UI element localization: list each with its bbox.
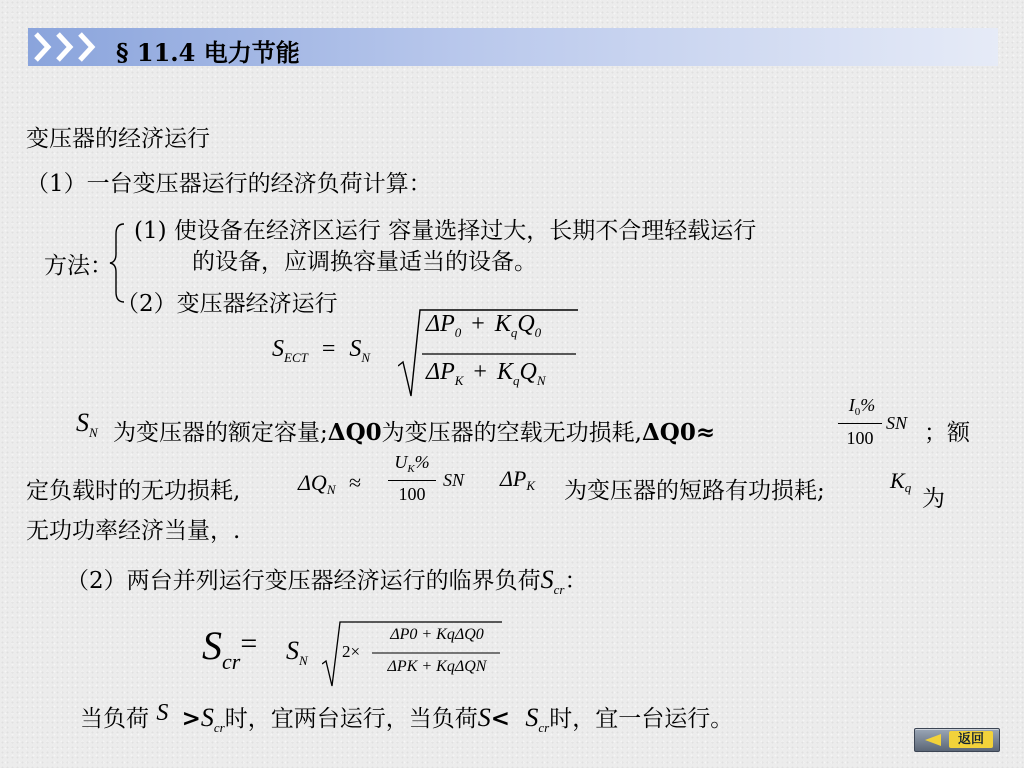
- paragraph-line-1-end: ；额: [924, 420, 970, 446]
- page-title: § 11.4 电力节能: [116, 38, 300, 67]
- sn-symbol: $S_N$: [76, 408, 98, 440]
- paragraph-line-2-mid: 为变压器的短路有功损耗;: [564, 478, 825, 504]
- fraction-i0-numerator: $I_0\%$: [848, 395, 876, 418]
- chevron-right-icon: [76, 30, 98, 64]
- fraction-bar: [388, 480, 436, 481]
- fraction-uk-numerator: $U_K\%$: [394, 452, 430, 475]
- formula-ect-lhs: $S_{ECT} = S_N$: [272, 336, 371, 365]
- formula-ect-denominator: $\Delta P_K + K_qQ_N$: [426, 359, 546, 388]
- method-1-line-2: 的设备，应调换容量适当的设备。: [192, 249, 537, 275]
- fraction-bar: [838, 423, 882, 424]
- method-1-line-1: (1) 使设备在经济区运行 容量选择过大，长期不合理轻载运行: [134, 218, 757, 244]
- back-button[interactable]: [914, 728, 1000, 752]
- formula-ect-numerator: $\Delta P_0 + K_qQ_0$: [426, 311, 542, 340]
- paragraph-line-2: 定负载时的无功损耗,: [26, 478, 241, 504]
- chevron-right-icon: [32, 30, 54, 64]
- dpk-symbol: ΔPK: [500, 466, 536, 493]
- paragraph-line-2-end: 为: [922, 486, 945, 512]
- chevron-right-icon: [54, 30, 76, 64]
- method-label: 方法：: [44, 253, 113, 279]
- back-arrow-icon: [925, 734, 941, 746]
- paragraph-line-1: 为变压器的额定容量;ΔQ0为变压器的空载无功损耗,ΔQ0≈: [113, 419, 716, 446]
- formula-cr-numerator: ΔP0 + KqΔQ0: [390, 626, 484, 643]
- item-1-text: （1）一台变压器运行的经济负荷计算：: [26, 171, 432, 197]
- back-button-label: 返回: [949, 731, 993, 748]
- kq-symbol: Kq: [890, 468, 912, 495]
- fraction-i0-denominator: 100: [846, 428, 874, 448]
- header-bar: [28, 28, 998, 66]
- formula-cr-coef: 2×: [342, 642, 361, 661]
- paragraph-line-3: 无功功率经济当量，.: [26, 518, 241, 544]
- section-heading: 变压器的经济运行: [26, 126, 210, 152]
- sn-text: SN: [443, 470, 465, 490]
- dqn-symbol: ΔQN ≈: [298, 470, 362, 497]
- formula-cr-lhs: $S_{cr}=$: [202, 623, 258, 674]
- method-2-text: （2）变压器经济运行: [116, 291, 338, 317]
- formula-cr-sn: $S_N$: [286, 636, 308, 668]
- fraction-uk-denominator: 100: [398, 484, 426, 504]
- formula-cr-denominator: ΔPK + KqΔQN: [387, 658, 487, 675]
- item-2-text: （2）两台并列运行变压器经济运行的临界负荷$S_{cr}$：: [66, 565, 588, 597]
- conclusion-text: 当负荷 $S >S_{cr}$时，宜两台运行，当负荷$S< S_{cr}$时，宜一台运行。: [80, 700, 734, 735]
- sn-text: SN: [886, 413, 908, 433]
